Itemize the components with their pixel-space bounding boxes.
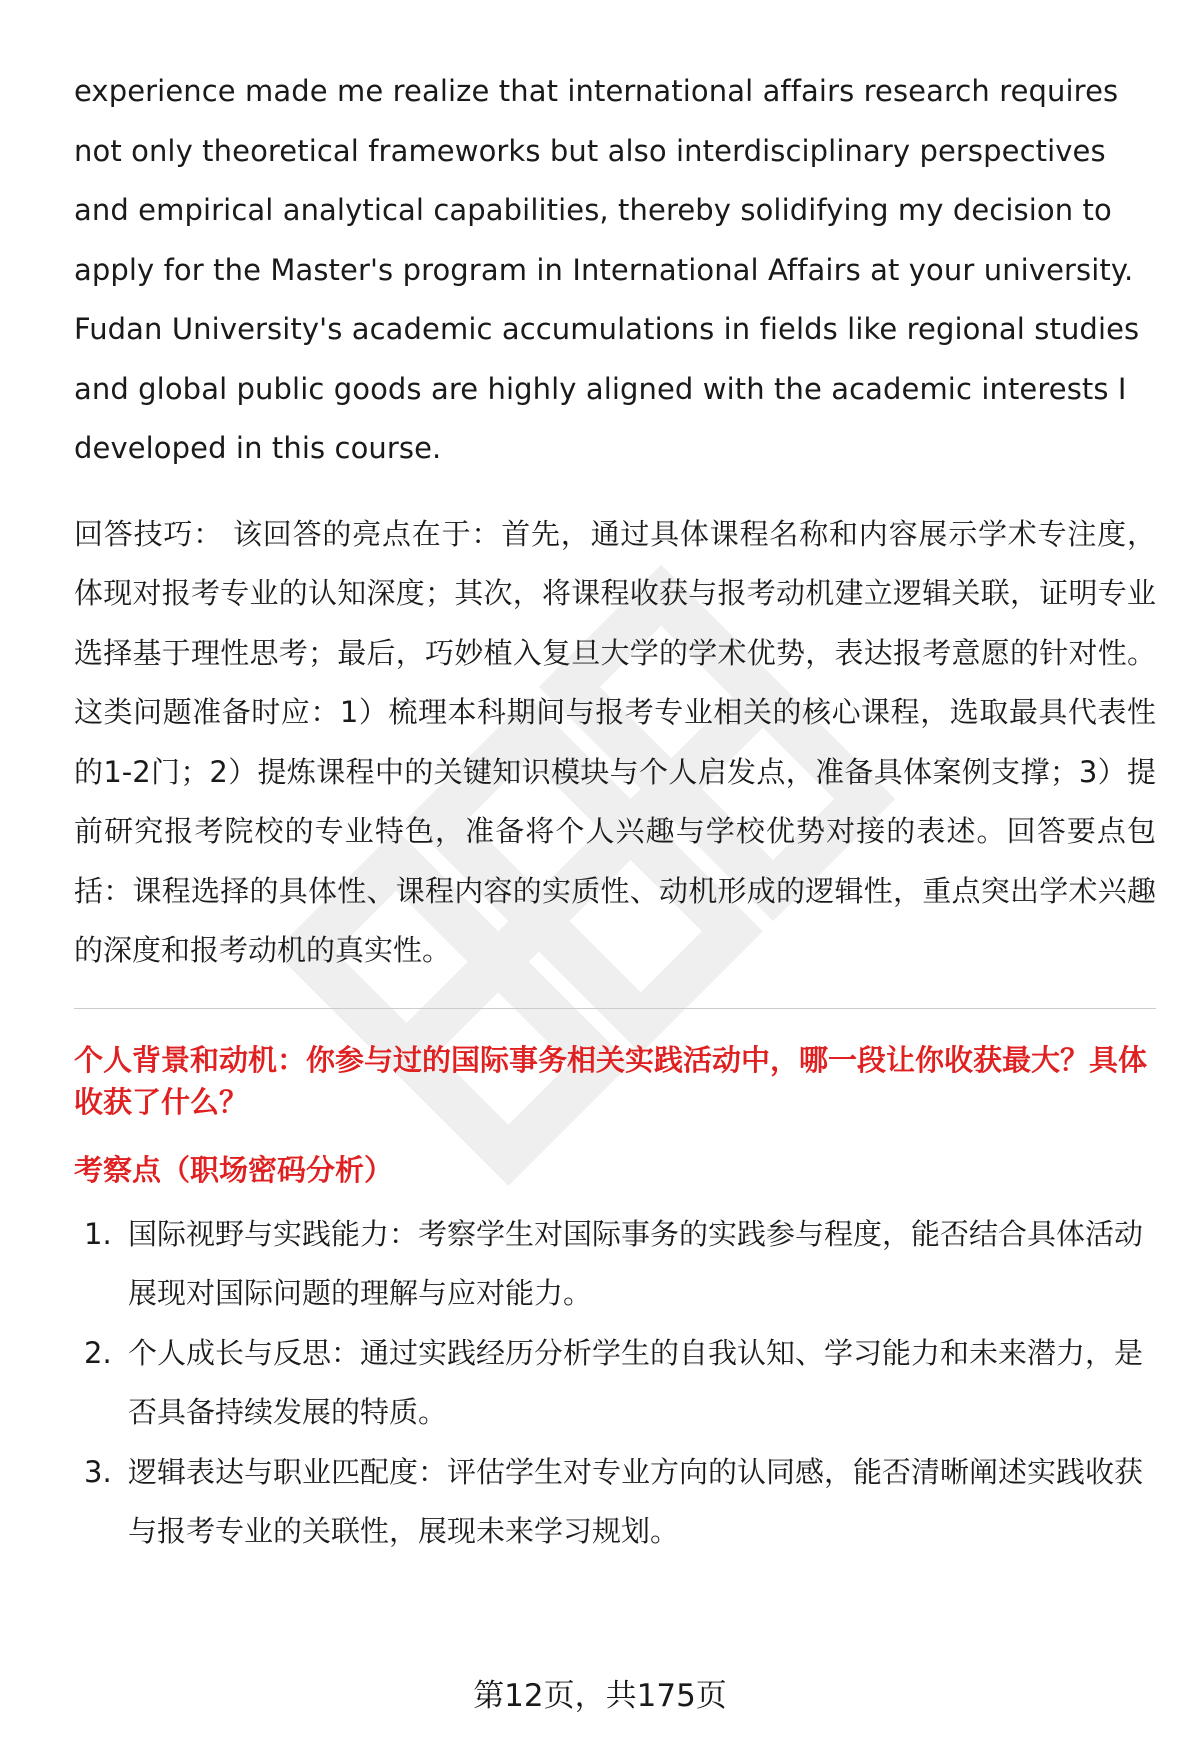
- list-item-text: 个人成长与反思：通过实践经历分析学生的自我认知、学习能力和未来潜力，是否具备持续发展的特质。: [128, 1335, 1144, 1429]
- list-item: [74, 1324, 1156, 1443]
- list-item-text: 逻辑表达与职业匹配度：评估学生对专业方向的认同感，能否清晰阐述实践收获与报考专业的关联性，展现未来学习规划。: [128, 1454, 1144, 1548]
- list-item-number: 2.: [84, 1335, 112, 1370]
- list-item-number: 1.: [84, 1216, 112, 1251]
- question-heading: 个人背景和动机：你参与过的国际事务相关实践活动中，哪一段让你收获最大？具体收获了什么？: [74, 1042, 1148, 1119]
- document-page: [74, 62, 1156, 1562]
- section-divider: [74, 1008, 1156, 1009]
- intro-paragraph: experience made me realize that international affairs research requires not only theoretical frameworks but also interdisciplinary perspectives and empirical analytical capabilities, thereby solidifying my decision to apply for the Master's program in International Affairs at your university. Fudan University's academic accumulations in fields like regional studies and global public goods are highly aligned with the academic interests I developed in this course.: [74, 74, 1140, 465]
- answer-tips: 回答技巧： 该回答的亮点在于：首先，通过具体课程名称和内容展示学术专注度，体现对报考专业的认知深度；其次，将课程收获与报考动机建立逻辑关联，证明专业选择基于理性思考；最后，巧妙植入复旦大学的学术优势，表达报考意愿的针对性。这类问题准备时应：1）梳理本科期间与报考专业相关的核心课程，选取最具代表性的1-2门；2）提炼课程中的关键知识模块与个人启发点，准备具体案例支撑；3）提前研究报考院校的专业特色，准备将个人兴趣与学校优势对接的表述。回答要点包括：课程选择的具体性、课程内容的实质性、动机形成的逻辑性，重点突出学术兴趣的深度和报考动机的真实性。: [74, 516, 1156, 967]
- list-item: [74, 1443, 1156, 1562]
- list-item-number: 3.: [84, 1454, 112, 1489]
- evaluation-points-list: [74, 1205, 1156, 1562]
- page-footer: 第12页，共175页: [473, 1678, 727, 1714]
- list-item: [74, 1205, 1156, 1324]
- subheading: 考察点（职场密码分析）: [74, 1152, 394, 1187]
- list-item-text: 国际视野与实践能力：考察学生对国际事务的实践参与程度，能否结合具体活动展现对国际问题的理解与应对能力。: [128, 1216, 1144, 1310]
